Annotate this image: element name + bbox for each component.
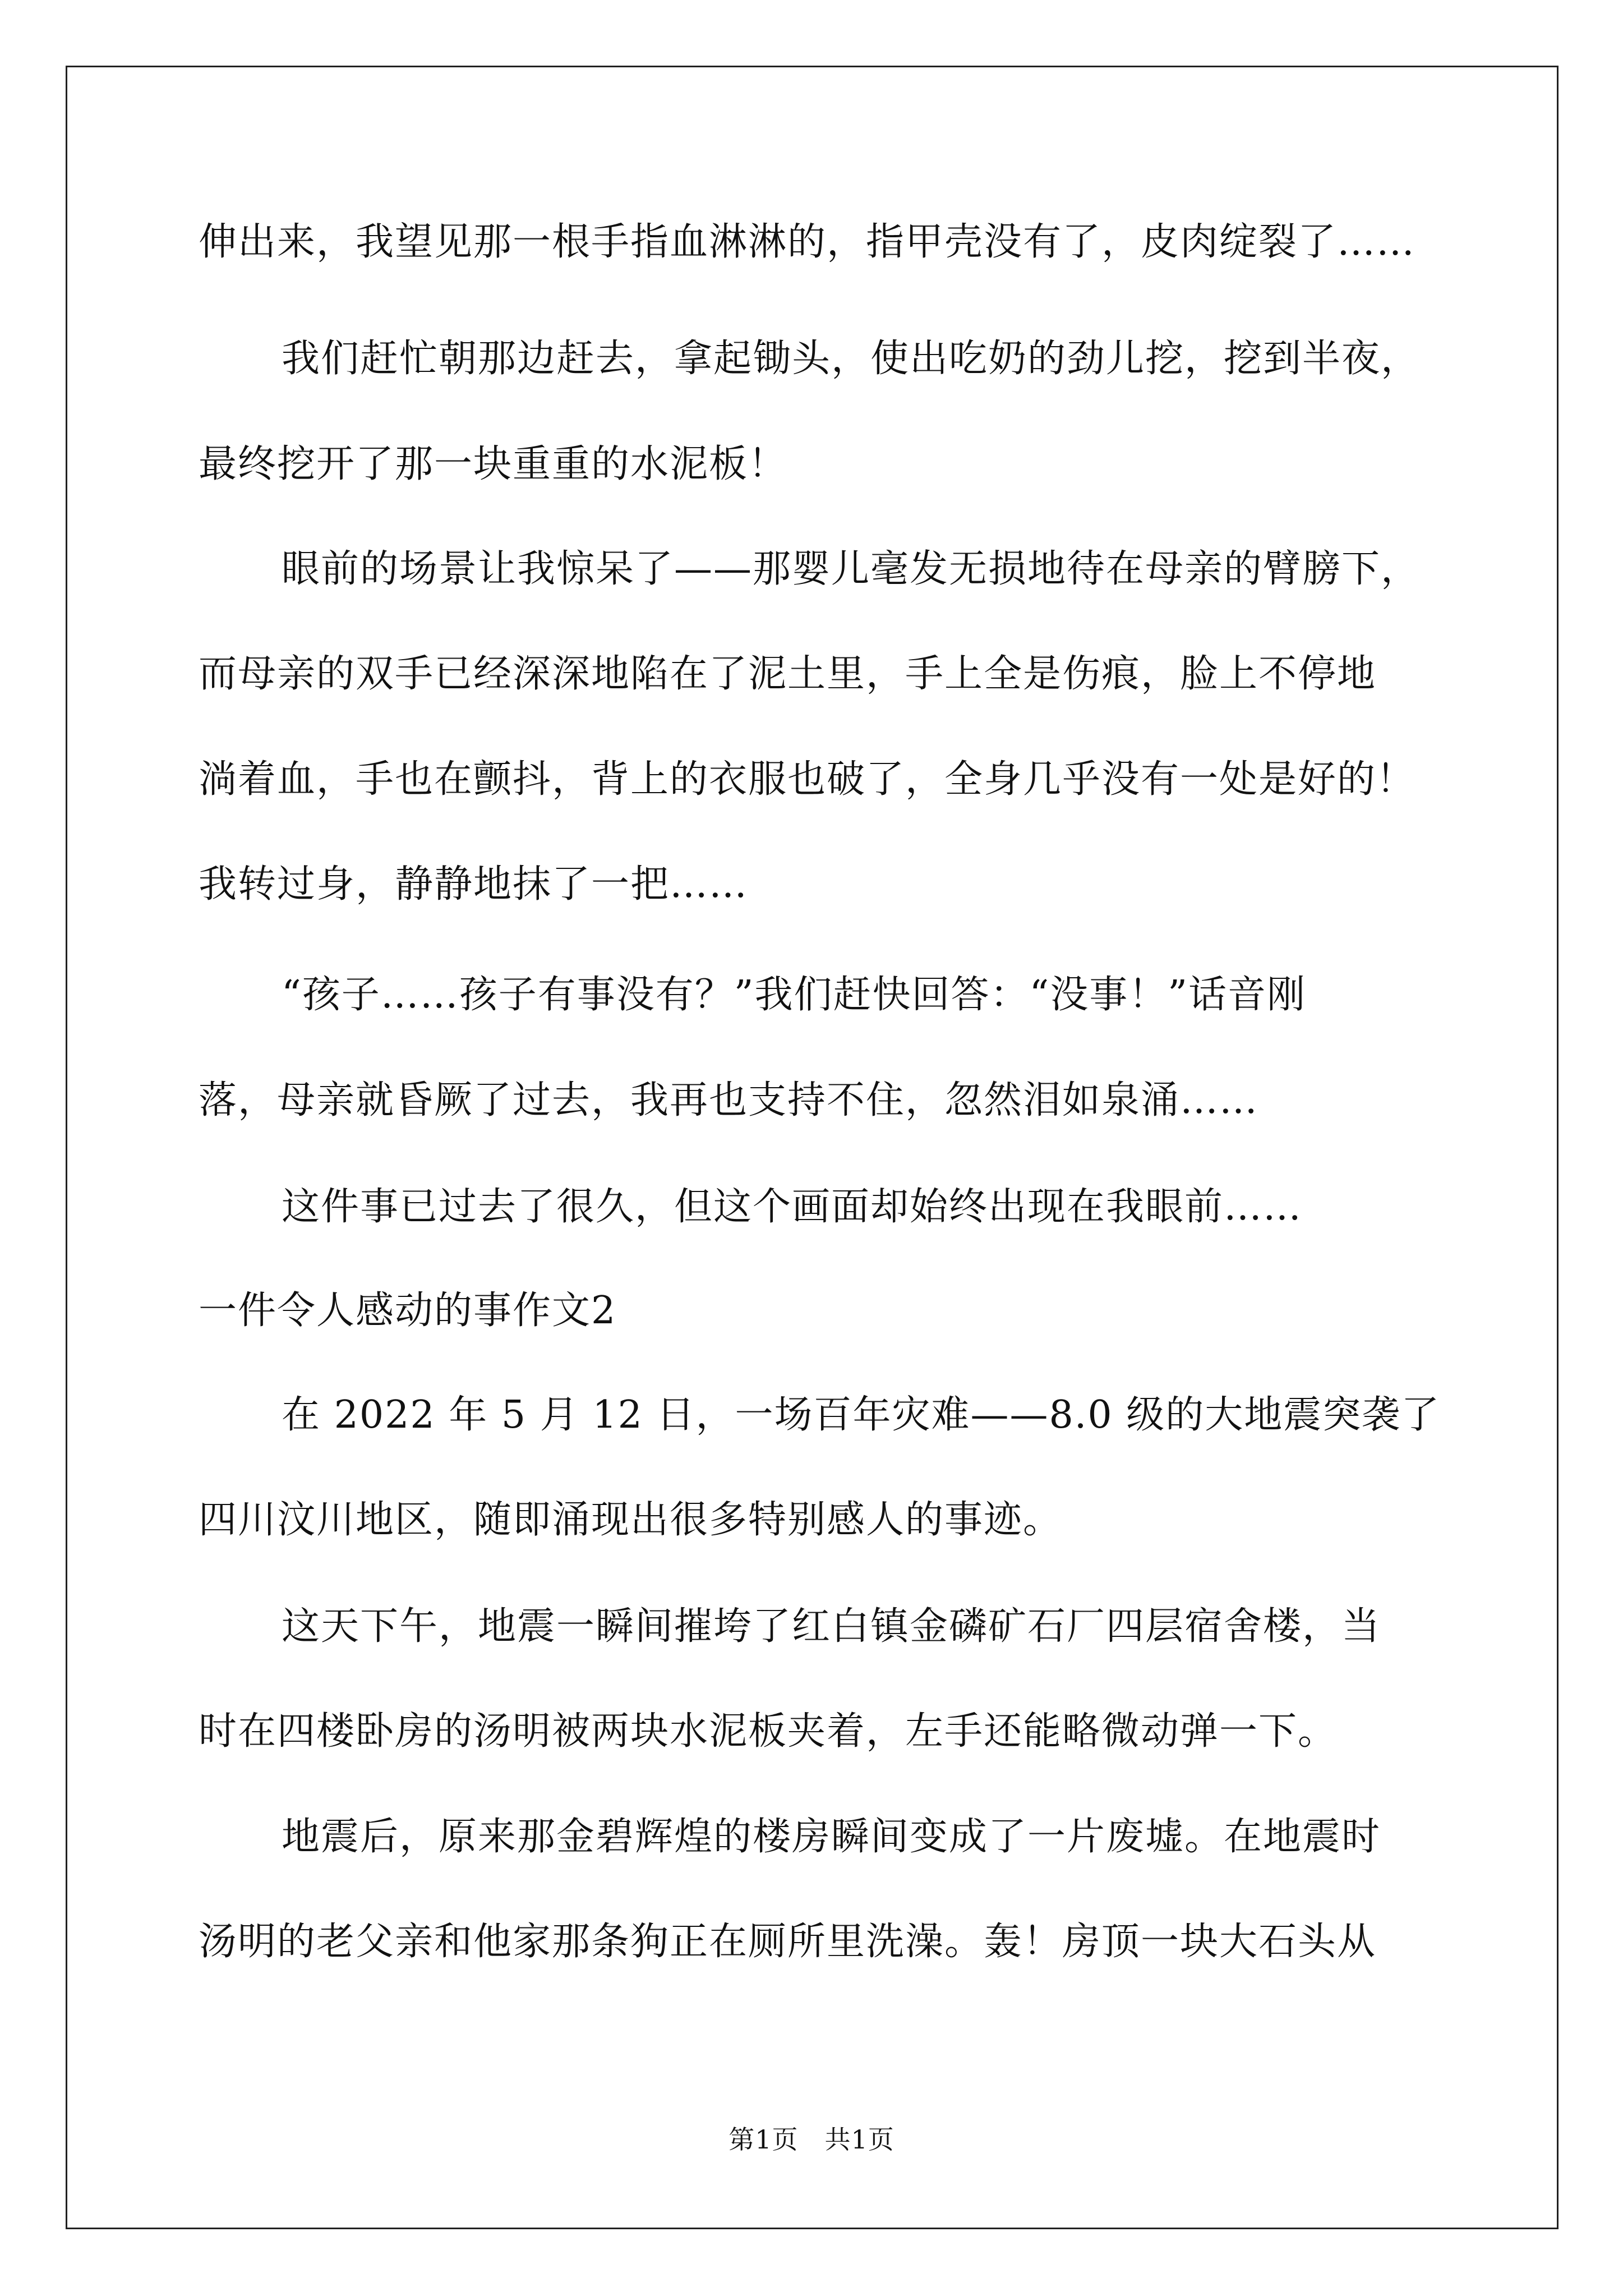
section-heading: 一件令人感动的事作文2 [199, 1289, 617, 1333]
page-border [66, 66, 1559, 2229]
text-line: 伸出来，我望见那一根手指血淋淋的，指甲壳没有了，皮肉绽裂了…… [199, 220, 1416, 264]
text-line: 而母亲的双手已经深深地陷在了泥土里，手上全是伤痕，脸上不停地 [199, 652, 1377, 696]
text-line: 落，母亲就昏厥了过去，我再也支持不住，忽然泪如泉涌…… [199, 1078, 1259, 1122]
text-line: 我们赶忙朝那边赶去，拿起锄头，使出吃奶的劲儿挖，挖到半夜， [282, 337, 1421, 381]
text-line: 淌着血，手也在颤抖，背上的衣服也破了，全身几乎没有一处是好的！ [199, 757, 1416, 802]
text-line: 地震后，原来那金碧辉煌的楼房瞬间变成了一片废墟。在地震时 [282, 1815, 1381, 1859]
text-line: 汤明的老父亲和他家那条狗正在厕所里洗澡。轰！房顶一块大石头从 [199, 1920, 1377, 1964]
text-line: 我转过身，静静地抹了一把…… [199, 862, 749, 907]
text-line: “孩子……孩子有事没有？”我们赶快回答：“没事！”话音刚 [282, 973, 1307, 1017]
text-line: 时在四楼卧房的汤明被两块水泥板夹着，左手还能略微动弹一下。 [199, 1709, 1338, 1754]
text-line: 这件事已过去了很久，但这个画面却始终出现在我眼前…… [282, 1185, 1303, 1229]
text-line: 在 2022 年 5 月 12 日，一场百年灾难——8.0 级的大地震突袭了 [282, 1393, 1441, 1437]
page-number-footer: 第1页 共1页 [728, 2124, 895, 2155]
text-line: 最终挖开了那一块重重的水泥板！ [199, 442, 788, 486]
text-line: 四川汶川地区，随即涌现出很多特别感人的事迹。 [199, 1498, 1063, 1542]
text-line: 眼前的场景让我惊呆了——那婴儿毫发无损地待在母亲的臂膀下， [282, 547, 1421, 591]
text-line: 这天下午，地震一瞬间摧垮了红白镇金磷矿石厂四层宿舍楼，当 [282, 1604, 1381, 1649]
